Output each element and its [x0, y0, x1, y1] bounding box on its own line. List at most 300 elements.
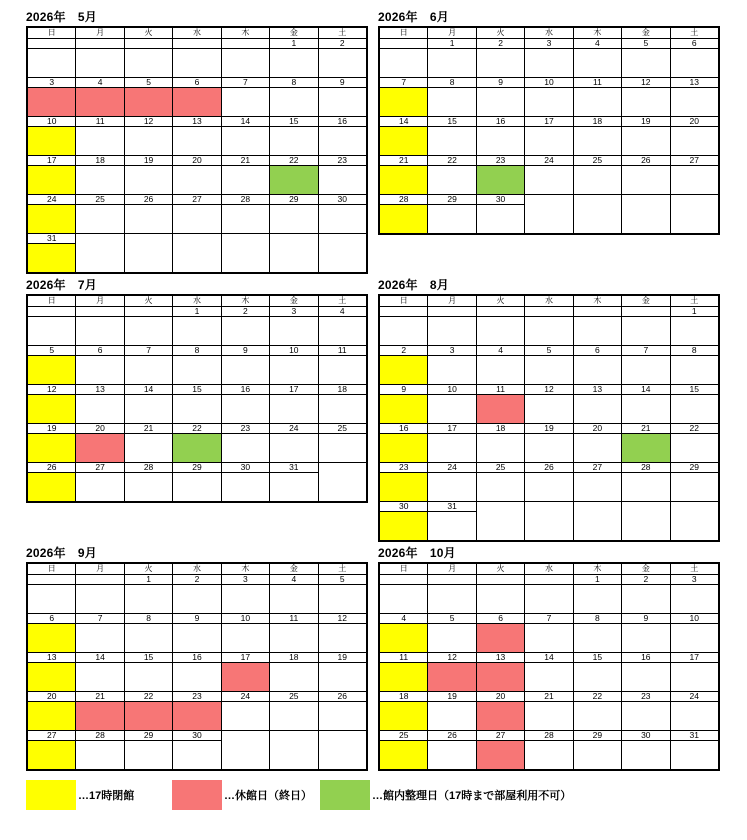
day-cell: [269, 463, 317, 501]
weekday-label: 月: [427, 296, 475, 306]
day-number: 19: [28, 424, 75, 434]
day-number: [525, 575, 572, 585]
day-body: [622, 317, 669, 345]
day-number: 26: [28, 463, 75, 473]
day-cell: [524, 117, 572, 155]
day-number: 30: [319, 195, 366, 205]
day-cell: [380, 156, 427, 194]
day-cell: [221, 692, 269, 730]
day-number: 21: [76, 692, 123, 702]
day-cell: [670, 614, 718, 652]
day-cell: [476, 346, 524, 384]
day-cell: [380, 575, 427, 613]
weekday-label: 金: [621, 296, 669, 306]
day-body: [76, 317, 123, 345]
day-number: 12: [622, 78, 669, 88]
day-cell: [380, 731, 427, 769]
weekday-label: 金: [269, 296, 317, 306]
day-body: [173, 88, 220, 116]
day-number: 7: [76, 614, 123, 624]
day-number: 21: [222, 156, 269, 166]
day-body: [222, 244, 269, 272]
day-body: [622, 434, 669, 462]
day-body: [477, 473, 524, 501]
day-cell: [670, 117, 718, 155]
week-row: [28, 575, 366, 613]
day-cell: [124, 614, 172, 652]
day-body: [125, 317, 172, 345]
day-cell: [476, 195, 524, 233]
day-number: [477, 502, 524, 511]
day-number: 18: [319, 385, 366, 395]
day-number: 11: [319, 346, 366, 356]
day-cell: [221, 307, 269, 345]
day-body: [574, 317, 621, 345]
day-number: 7: [622, 346, 669, 356]
week-row: [28, 384, 366, 423]
day-body: [622, 356, 669, 384]
day-cell: [318, 117, 366, 155]
weekday-header: [380, 564, 718, 575]
weekday-label: 日: [399, 564, 408, 573]
day-cell: [172, 346, 220, 384]
weekday-label: 日: [47, 296, 56, 305]
day-cell: [75, 39, 123, 77]
day-cell: [172, 575, 220, 613]
day-body: [270, 88, 317, 116]
day-number: 20: [477, 692, 524, 702]
day-number: [622, 307, 669, 317]
day-body: [28, 624, 75, 652]
day-cell: [427, 195, 475, 233]
month-grid: [26, 562, 368, 771]
day-body: [28, 356, 75, 384]
day-number: 4: [270, 575, 317, 585]
weekday-label: 木: [573, 296, 621, 306]
month-calendar: [26, 546, 368, 771]
day-cell: [427, 117, 475, 155]
day-body: [76, 473, 123, 501]
day-body: [222, 205, 269, 233]
day-number: 1: [173, 307, 220, 317]
day-number: 31: [671, 731, 718, 741]
day-cell: [427, 731, 475, 769]
day-number: 11: [477, 385, 524, 395]
day-number: 1: [428, 39, 475, 49]
day-body: [173, 205, 220, 233]
day-body: [319, 395, 366, 423]
day-body: [380, 205, 427, 233]
day-body: [270, 205, 317, 233]
day-body: [525, 88, 572, 116]
day-body: [270, 473, 317, 501]
day-number: 29: [671, 463, 718, 473]
day-body: [671, 356, 718, 384]
day-body: [76, 127, 123, 155]
day-body: [270, 585, 317, 613]
day-cell: [670, 692, 718, 730]
day-cell: [670, 307, 718, 345]
day-body: [76, 434, 123, 462]
day-body: [574, 205, 621, 233]
day-number: 24: [270, 424, 317, 434]
day-cell: [269, 653, 317, 691]
day-body: [428, 512, 475, 540]
day-cell: [670, 78, 718, 116]
day-body: [319, 244, 366, 272]
week-row: [380, 575, 718, 613]
day-body: [173, 434, 220, 462]
day-cell: [524, 614, 572, 652]
day-body: [428, 166, 475, 194]
day-cell: [427, 385, 475, 423]
day-number: 8: [428, 78, 475, 88]
day-cell: [318, 78, 366, 116]
day-cell: [621, 78, 669, 116]
day-cell: [621, 156, 669, 194]
day-body: [574, 166, 621, 194]
day-cell: [28, 731, 75, 769]
day-cell: [476, 575, 524, 613]
day-cell: [221, 653, 269, 691]
day-cell: [380, 463, 427, 501]
day-cell: [318, 614, 366, 652]
day-number: 5: [319, 575, 366, 585]
day-cell: [621, 502, 669, 540]
day-cell: [573, 463, 621, 501]
day-body: [173, 49, 220, 77]
day-body: [477, 624, 524, 652]
day-cell: [28, 307, 75, 345]
legend-text: …休館日（終日）: [224, 790, 312, 802]
day-body: [428, 741, 475, 769]
day-number: 11: [380, 653, 427, 663]
day-body: [477, 663, 524, 691]
day-number: 1: [270, 39, 317, 49]
day-number: 10: [525, 78, 572, 88]
day-body: [319, 473, 366, 501]
day-cell: [172, 385, 220, 423]
day-number: [76, 39, 123, 49]
day-number: 14: [622, 385, 669, 395]
day-body: [28, 473, 75, 501]
day-cell: [28, 575, 75, 613]
week-row: [28, 194, 366, 233]
day-body: [477, 741, 524, 769]
week-row: [28, 613, 366, 652]
day-body: [622, 663, 669, 691]
day-body: [76, 49, 123, 77]
day-cell: [172, 156, 220, 194]
day-body: [125, 585, 172, 613]
day-number: 10: [270, 346, 317, 356]
day-body: [671, 585, 718, 613]
day-body: [173, 741, 220, 769]
day-cell: [124, 78, 172, 116]
day-body: [380, 317, 427, 345]
day-cell: [524, 692, 572, 730]
day-number: 3: [671, 575, 718, 585]
week-row: [380, 155, 718, 194]
day-body: [671, 127, 718, 155]
day-cell: [318, 346, 366, 384]
day-cell: [28, 117, 75, 155]
weekday-label: 土: [670, 564, 718, 574]
day-cell: [380, 653, 427, 691]
day-number: 10: [428, 385, 475, 395]
week-row: [28, 345, 366, 384]
day-body: [477, 585, 524, 613]
day-cell: [75, 463, 123, 501]
day-number: 8: [270, 78, 317, 88]
day-number: 23: [380, 463, 427, 473]
day-body: [428, 473, 475, 501]
day-number: 25: [76, 195, 123, 205]
day-cell: [524, 731, 572, 769]
day-body: [574, 434, 621, 462]
day-body: [574, 473, 621, 501]
day-number: 16: [173, 653, 220, 663]
day-number: 28: [380, 195, 427, 205]
day-body: [28, 205, 75, 233]
day-number: [125, 307, 172, 317]
day-body: [28, 741, 75, 769]
legend-item-early-close: [26, 780, 134, 810]
day-body: [76, 395, 123, 423]
day-number: 8: [671, 346, 718, 356]
day-cell: [524, 39, 572, 77]
month-calendar: [378, 10, 720, 235]
day-body: [671, 512, 718, 540]
day-cell: [221, 195, 269, 233]
day-cell: [28, 692, 75, 730]
day-number: 28: [525, 731, 572, 741]
day-cell: [75, 692, 123, 730]
day-number: 20: [173, 156, 220, 166]
day-cell: [318, 195, 366, 233]
day-number: [574, 502, 621, 511]
day-cell: [476, 156, 524, 194]
day-body: [222, 356, 269, 384]
day-body: [380, 49, 427, 77]
day-number: 3: [525, 39, 572, 49]
day-cell: [670, 385, 718, 423]
day-body: [574, 624, 621, 652]
day-number: 2: [173, 575, 220, 585]
day-cell: [269, 731, 317, 769]
day-body: [76, 88, 123, 116]
day-number: 9: [319, 78, 366, 88]
day-cell: [670, 195, 718, 233]
day-body: [574, 741, 621, 769]
day-number: 6: [76, 346, 123, 356]
day-body: [428, 205, 475, 233]
day-number: 12: [125, 117, 172, 127]
day-cell: [172, 614, 220, 652]
day-cell: [269, 575, 317, 613]
day-number: 27: [28, 731, 75, 741]
day-body: [574, 512, 621, 540]
day-body: [622, 395, 669, 423]
day-body: [76, 663, 123, 691]
weekday-label: 月: [427, 28, 475, 38]
day-body: [671, 205, 718, 233]
day-cell: [573, 195, 621, 233]
day-body: [125, 49, 172, 77]
day-number: 27: [76, 463, 123, 473]
day-cell: [172, 117, 220, 155]
day-number: 1: [671, 307, 718, 317]
day-body: [28, 88, 75, 116]
day-body: [477, 317, 524, 345]
day-cell: [621, 653, 669, 691]
day-number: 28: [76, 731, 123, 741]
day-number: [222, 731, 269, 740]
day-cell: [318, 385, 366, 423]
day-cell: [573, 731, 621, 769]
day-number: 16: [380, 424, 427, 434]
month-grid: [378, 26, 720, 235]
day-cell: [476, 614, 524, 652]
day-body: [76, 624, 123, 652]
day-cell: [269, 195, 317, 233]
day-body: [28, 244, 75, 272]
day-number: [125, 234, 172, 243]
weekday-label: 木: [221, 28, 269, 38]
day-cell: [221, 156, 269, 194]
day-cell: [524, 463, 572, 501]
day-cell: [269, 117, 317, 155]
day-cell: [172, 692, 220, 730]
day-body: [380, 512, 427, 540]
day-number: 7: [125, 346, 172, 356]
day-cell: [524, 502, 572, 540]
weekday-label: 月: [75, 564, 123, 574]
day-cell: [221, 424, 269, 462]
day-cell: [269, 614, 317, 652]
day-number: 14: [76, 653, 123, 663]
legend-swatch-yellow: [26, 780, 76, 810]
day-number: 4: [76, 78, 123, 88]
day-body: [428, 702, 475, 730]
day-body: [525, 741, 572, 769]
day-body: [319, 585, 366, 613]
day-cell: [524, 156, 572, 194]
day-cell: [380, 385, 427, 423]
day-cell: [621, 424, 669, 462]
day-body: [270, 244, 317, 272]
day-body: [380, 624, 427, 652]
day-number: [28, 307, 75, 317]
day-cell: [221, 346, 269, 384]
day-number: 11: [76, 117, 123, 127]
day-number: 3: [428, 346, 475, 356]
day-body: [125, 395, 172, 423]
day-number: 6: [28, 614, 75, 624]
day-body: [28, 317, 75, 345]
day-cell: [124, 39, 172, 77]
day-cell: [380, 502, 427, 540]
day-body: [428, 434, 475, 462]
day-body: [125, 663, 172, 691]
weekday-label: 土: [670, 296, 718, 306]
day-number: [76, 307, 123, 317]
day-cell: [476, 78, 524, 116]
day-number: [525, 195, 572, 204]
day-number: 25: [270, 692, 317, 702]
day-number: 16: [319, 117, 366, 127]
day-number: 15: [125, 653, 172, 663]
day-body: [477, 356, 524, 384]
day-body: [28, 166, 75, 194]
day-cell: [427, 424, 475, 462]
day-number: 21: [380, 156, 427, 166]
day-body: [574, 49, 621, 77]
day-number: 2: [622, 575, 669, 585]
weekday-label: 金: [269, 564, 317, 574]
day-number: [76, 575, 123, 585]
day-body: [525, 512, 572, 540]
day-number: 26: [125, 195, 172, 205]
legend-item-maintenance: [320, 780, 571, 810]
day-body: [380, 473, 427, 501]
day-body: [319, 88, 366, 116]
week-row: [28, 423, 366, 462]
day-body: [222, 317, 269, 345]
day-body: [574, 395, 621, 423]
day-cell: [573, 385, 621, 423]
day-number: 16: [622, 653, 669, 663]
day-number: 26: [525, 463, 572, 473]
day-number: 12: [428, 653, 475, 663]
day-cell: [124, 692, 172, 730]
day-cell: [476, 653, 524, 691]
weekday-label: 火: [124, 296, 172, 306]
day-number: 6: [477, 614, 524, 624]
day-body: [125, 205, 172, 233]
day-cell: [221, 575, 269, 613]
day-body: [622, 624, 669, 652]
day-cell: [172, 463, 220, 501]
day-body: [525, 127, 572, 155]
day-body: [622, 49, 669, 77]
day-number: 4: [477, 346, 524, 356]
day-body: [270, 317, 317, 345]
weekday-label: 土: [318, 564, 366, 574]
day-body: [173, 663, 220, 691]
day-number: 30: [477, 195, 524, 205]
day-number: 17: [270, 385, 317, 395]
day-number: 20: [76, 424, 123, 434]
day-cell: [221, 385, 269, 423]
day-number: 11: [270, 614, 317, 624]
day-number: [270, 234, 317, 243]
day-body: [125, 127, 172, 155]
day-number: 30: [380, 502, 427, 512]
day-number: 18: [270, 653, 317, 663]
week-row: [28, 730, 366, 769]
day-body: [525, 205, 572, 233]
day-cell: [573, 39, 621, 77]
day-number: 19: [622, 117, 669, 127]
day-cell: [427, 653, 475, 691]
day-body: [477, 88, 524, 116]
day-body: [380, 356, 427, 384]
day-cell: [172, 78, 220, 116]
day-body: [622, 127, 669, 155]
day-body: [380, 88, 427, 116]
day-cell: [524, 385, 572, 423]
